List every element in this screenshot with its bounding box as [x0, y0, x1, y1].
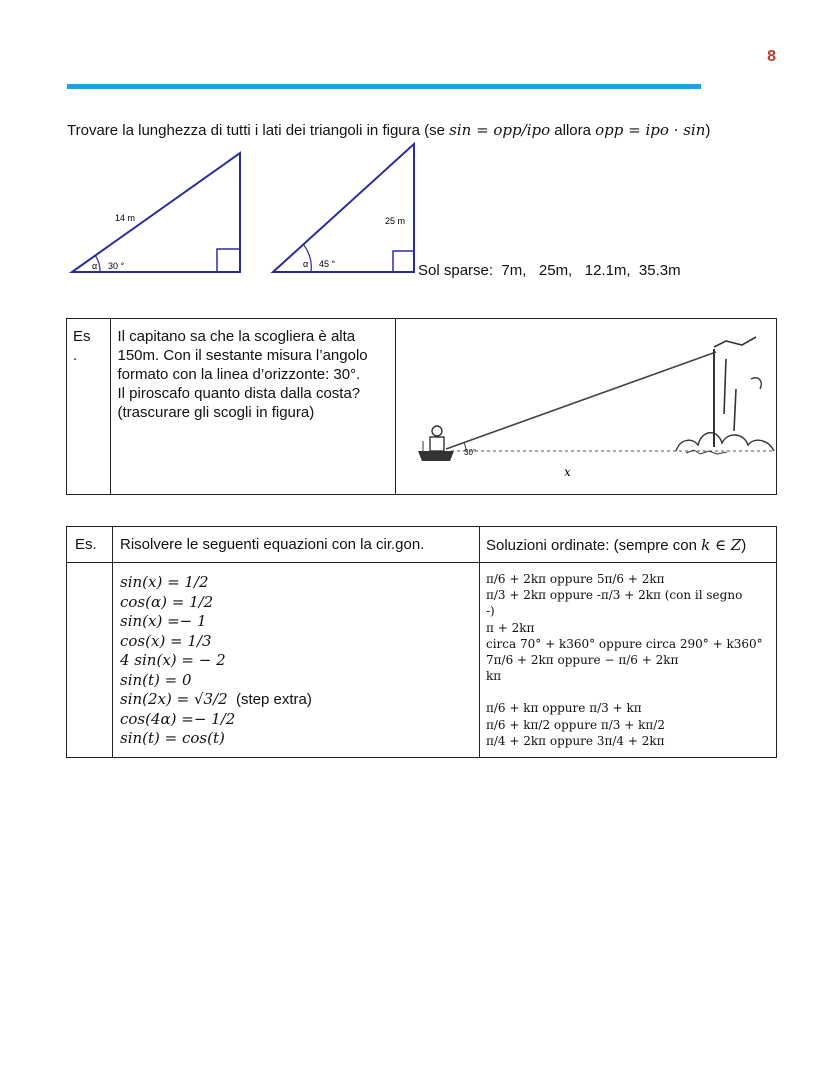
exercise-2-table	[66, 526, 777, 758]
triangle-1-angle-symbol: α	[92, 261, 98, 271]
header-right-suffix: )	[741, 537, 747, 554]
exercise-1-text-cell	[111, 319, 396, 495]
solution: π + 2kπ	[486, 620, 535, 635]
triangle-2-angle: 45 °	[319, 259, 336, 269]
solution: -)	[486, 604, 495, 619]
exercise-1-line: (trascurare gli scogli in figura)	[117, 404, 315, 421]
solution: π/6 + kπ oppure π/3 + kπ	[486, 701, 642, 716]
solution: π/6 + 2kπ oppure 5π/6 + 2kπ	[486, 572, 665, 586]
header-right-math: k ∈ Z	[701, 536, 742, 554]
equation: sin(x) =− 1	[120, 612, 207, 630]
equation: sin(x) = 1/2	[120, 573, 209, 591]
triangle-2-side: 25 m	[385, 216, 406, 226]
solution: 7π/6 + 2kπ oppure − π/6 + 2kπ	[486, 653, 679, 668]
equation: 4 sin(x) = − 2	[120, 651, 226, 669]
equation: cos(α) = 1/2	[120, 592, 214, 611]
exercise-1-line: Il capitano sa che la scogliera è alta	[117, 328, 356, 345]
solution: π/3 + 2kπ oppure -π/3 + 2kπ (con il segno	[486, 588, 743, 603]
exercise-1-label-dot: .	[73, 347, 78, 364]
solutions-cell	[480, 563, 777, 758]
cliff-icon	[714, 337, 761, 447]
page-number: 8	[767, 48, 776, 65]
exercise-1-figure-cell	[396, 319, 777, 495]
figure-angle-label: 30°	[464, 448, 477, 457]
exercise-1-label-cell	[67, 319, 111, 495]
equation: cos(4α) =− 1/2	[120, 709, 236, 728]
exercise-2-empty-cell	[67, 563, 113, 758]
equation: sin(2x) = √3/2	[120, 690, 228, 708]
equation: cos(x) = 1/3	[120, 631, 212, 650]
exercise-2-header-left: Risolvere le seguenti equazioni con la cir.gon.	[113, 527, 480, 563]
intro-mid: allora	[550, 122, 596, 139]
exercise-1-line: 150m. Con il sestante misura l’angolo	[117, 347, 368, 364]
cliff-ship-figure	[396, 319, 776, 489]
step-extra-note: (step extra)	[236, 691, 312, 708]
equation: sin(t) = cos(t)	[120, 729, 225, 747]
solution-spacer	[486, 684, 772, 700]
intro-end: )	[705, 122, 711, 139]
exercise-1-line: formato con la linea d’orizzonte: 30°.	[117, 366, 361, 383]
exercise-2-header-right	[480, 527, 777, 563]
solution: circa 70° + k360° oppure circa 290° + k360°	[486, 636, 763, 651]
ship-icon	[418, 426, 454, 461]
header-bar	[67, 84, 701, 89]
intro-formula-opp: opp = ipo · sin	[595, 121, 706, 139]
exercise-1-label: Es	[73, 328, 91, 345]
exercise-2-label: Es.	[67, 527, 113, 563]
solution: π/4 + 2kπ oppure 3π/4 + 2kπ	[486, 733, 665, 748]
equation: sin(t) = 0	[120, 670, 192, 689]
exercise-1-table	[66, 318, 777, 495]
sparse-solutions: Sol sparse: 7m, 25m, 12.1m, 35.3m	[418, 262, 681, 279]
intro-start: Trovare la lunghezza di tutti i lati dei triangoli in figura (se	[67, 122, 450, 139]
figure-distance-label: x	[564, 465, 571, 479]
triangle-1-figure	[60, 145, 250, 280]
triangle-2-angle-symbol: α	[303, 259, 309, 269]
triangle-2-figure	[265, 138, 425, 278]
solution: π/6 + kπ/2 oppure π/3 + kπ/2	[486, 717, 665, 732]
solution: kπ	[486, 669, 502, 684]
triangle-1-side: 14 m	[115, 213, 136, 223]
header-right-prefix: Soluzioni ordinate: (sempre con	[486, 537, 702, 554]
intro-formula-sin: sin = opp/ipo	[449, 121, 551, 139]
exercise-1-line: Il piroscafo quanto dista dalla costa?	[117, 385, 361, 402]
triangle-1-angle: 30 °	[108, 261, 125, 271]
equations-cell	[113, 563, 480, 758]
intro-text	[67, 121, 710, 139]
